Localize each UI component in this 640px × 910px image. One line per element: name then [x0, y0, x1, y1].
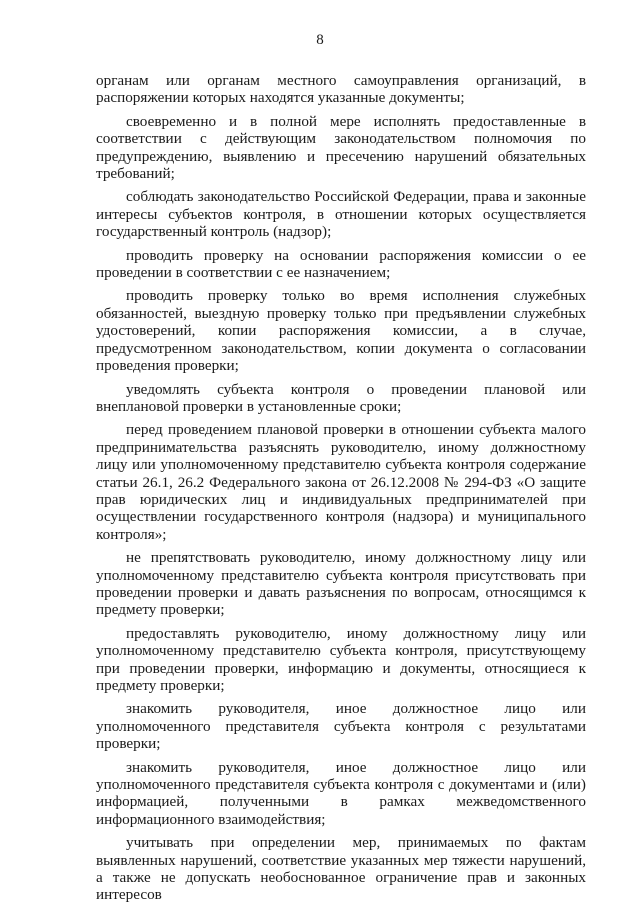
paragraph: соблюдать законодательство Российской Федерации, права и законные интересы субъектов контроля, в отношении которых осуществляется государственный контроль (надзор); [96, 188, 586, 241]
page-number: 8 [316, 32, 324, 48]
paragraph: не препятствовать руководителю, иному должностному лицу или уполномоченному представителю субъекта контроля присутствовать при проведении проверки и давать разъяснения по вопросам, относящимся к предмету проверки; [96, 549, 586, 619]
paragraph: предоставлять руководителю, иному должностному лицу или уполномоченному представителю субъекта контроля, присутствующему при проведении проверки, информацию и документы, относящиеся к предмету проверки; [96, 624, 586, 694]
paragraph: проводить проверку на основании распоряжения комиссии о ее проведении в соответствии с ее назначением; [96, 246, 586, 282]
paragraph: проводить проверку только во время исполнения служебных обязанностей, выездную проверку только при предъявлении служебных удостоверений, копии распоряжения комиссии, а в случае, предусмотренном законодательством, копии документа о согласовании проведения проверки; [96, 287, 586, 375]
paragraph: перед проведением плановой проверки в отношении субъекта малого предпринимательства разъяснять руководителю, иному должностному лицу или уполномоченному представителю субъекта контроля содержание статьи 26.1, 26.2 Федерального закона от 26.12.2008 № 294-ФЗ «О защите прав юридических лиц и индивидуальных предпринимателей при осуществлении государственного контроля (надзора) и муниципального контроля»; [96, 421, 586, 543]
paragraph: знакомить руководителя, иное должностное лицо или уполномоченного представителя субъекта контроля с документами и (или) информацией, полученными в рамках межведомственного информационного взаимодействия; [96, 758, 586, 828]
paragraph: своевременно и в полной мере исполнять предоставленные в соответствии с действующим законодательством полномочия по предупреждению, выявлению и пресечению нарушений обязательных требований; [96, 112, 586, 183]
paragraph: знакомить руководителя, иное должностное лицо или уполномоченного представителя субъекта контроля с результатами проверки; [96, 700, 586, 753]
paragraph: уведомлять субъекта контроля о проведении плановой или внеплановой проверки в установленные сроки; [96, 380, 586, 415]
paragraph: учитывать при определении мер, принимаемых по фактам выявленных нарушений, соответствие указанных мер тяжести нарушений, а также не допускать необоснованное ограничение прав и законных интересов [96, 834, 586, 904]
paragraph: органам или органам местного самоуправления организаций, в распоряжении которых находятся указанные документы; [96, 72, 586, 107]
body-text [96, 72, 586, 910]
